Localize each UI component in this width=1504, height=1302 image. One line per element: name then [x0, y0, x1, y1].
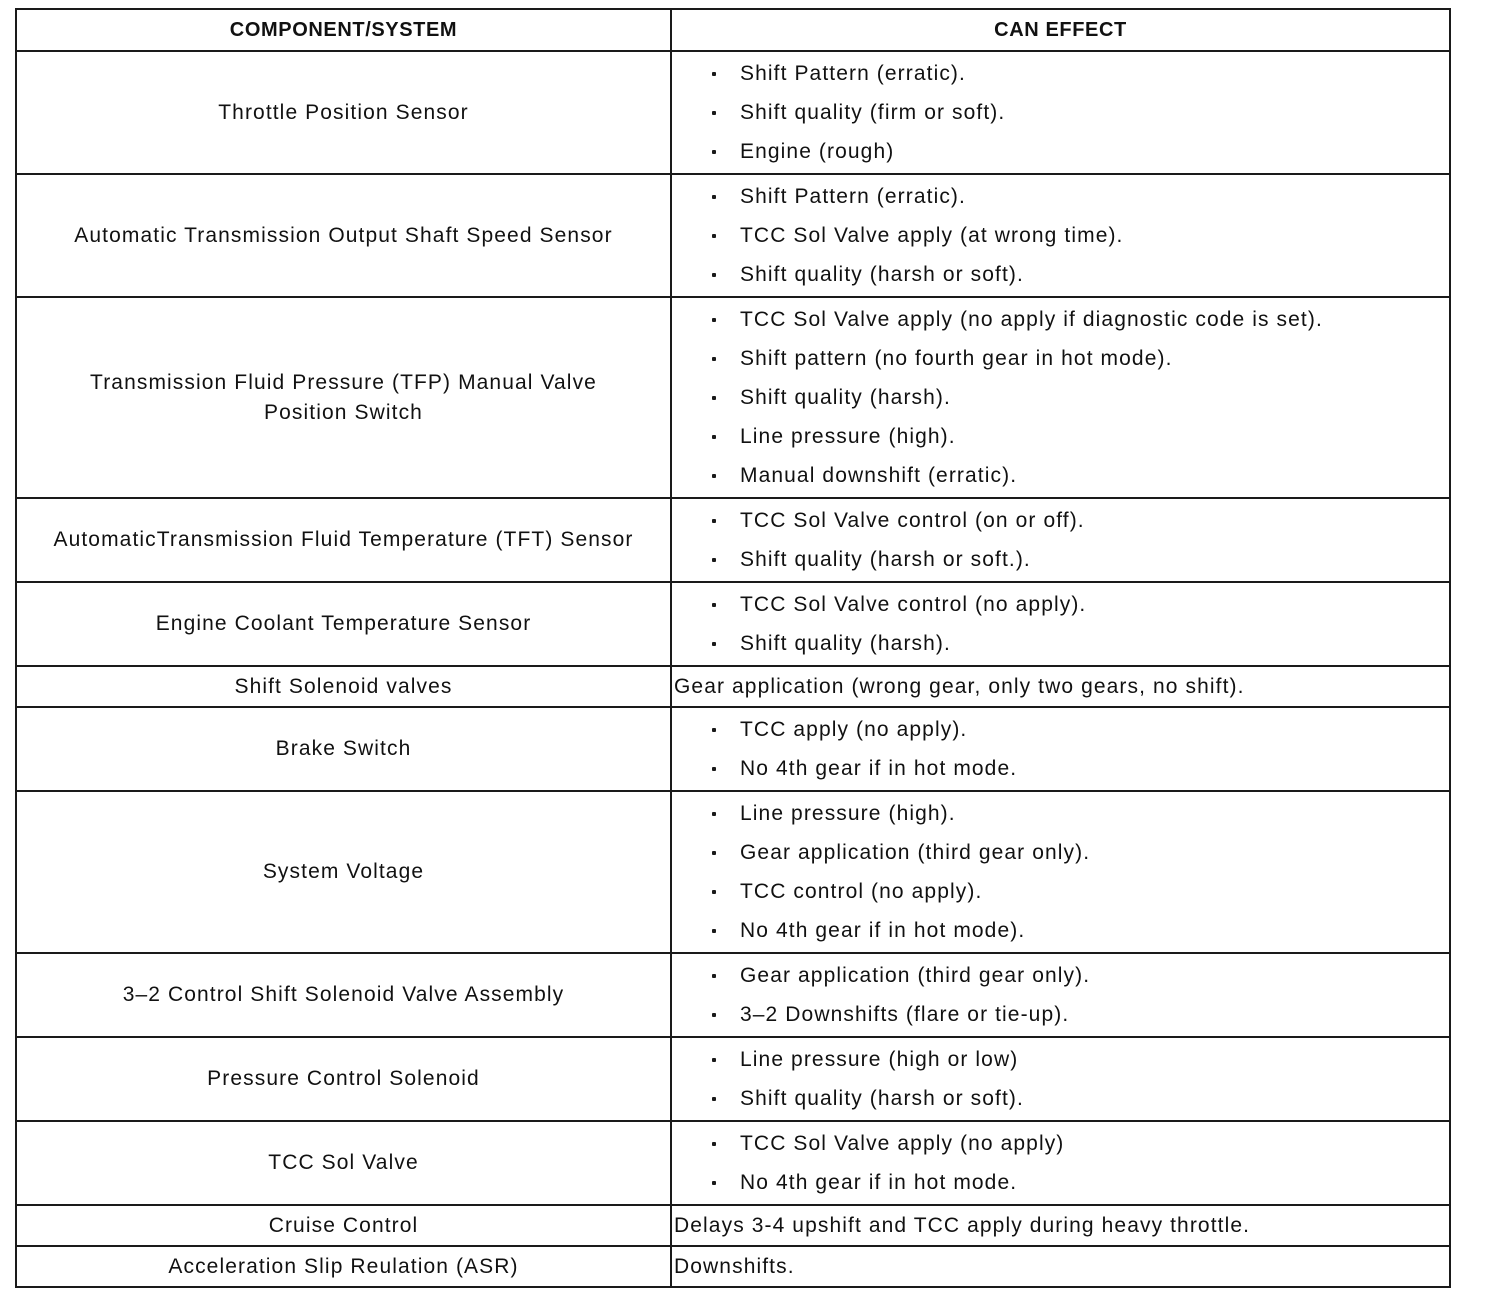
list-item	[672, 255, 1449, 294]
component-cell	[16, 297, 671, 498]
effect-list	[672, 298, 1449, 497]
bullet-icon	[712, 974, 716, 978]
effect-text: TCC Sol Valve control (no apply).	[740, 593, 1087, 616]
list-item	[672, 417, 1449, 456]
effect-cell	[671, 1037, 1450, 1121]
effect-cell	[671, 953, 1450, 1037]
bullet-icon	[712, 318, 716, 322]
bullet-icon	[712, 111, 716, 115]
effect-text: Downshifts.	[674, 1255, 795, 1278]
table-row	[16, 1037, 1450, 1121]
list-item	[672, 93, 1449, 132]
component-line: Transmission Fluid Pressure (TFP) Manual Valve	[90, 370, 597, 394]
bullet-icon	[712, 558, 716, 562]
table-row	[16, 791, 1450, 953]
effect-text: Shift quality (harsh or soft).	[740, 263, 1024, 286]
component-cell: Shift Solenoid valves	[16, 666, 671, 707]
bullet-icon	[712, 812, 716, 816]
effect-text: Delays 3-4 upshift and TCC apply during heavy throttle.	[674, 1214, 1251, 1237]
list-item	[672, 872, 1449, 911]
table-row	[16, 297, 1450, 498]
effect-text: Line pressure (high).	[740, 425, 956, 448]
table-row	[16, 707, 1450, 791]
effect-list	[672, 954, 1449, 1036]
effect-text: Shift pattern (no fourth gear in hot mode).	[740, 347, 1173, 370]
list-item	[672, 624, 1449, 663]
effect-text: TCC control (no apply).	[740, 880, 983, 903]
effect-text: Line pressure (high or low)	[740, 1048, 1019, 1071]
table-row	[16, 666, 1450, 707]
component-effect-table	[15, 8, 1451, 1288]
effect-text: Line pressure (high).	[740, 802, 956, 825]
list-item	[672, 956, 1449, 995]
component-cell: Automatic Transmission Output Shaft Speed Sensor	[16, 174, 671, 297]
bullet-icon	[712, 929, 716, 933]
effect-text: Manual downshift (erratic).	[740, 464, 1018, 487]
table-row	[16, 1205, 1450, 1246]
list-item	[672, 300, 1449, 339]
bullet-icon	[712, 1097, 716, 1101]
bullet-icon	[712, 728, 716, 732]
bullet-icon	[712, 273, 716, 277]
list-item	[672, 339, 1449, 378]
component-cell: TCC Sol Valve	[16, 1121, 671, 1205]
table-row	[16, 51, 1450, 174]
list-item	[672, 216, 1449, 255]
effect-cell	[671, 582, 1450, 666]
effect-text: TCC Sol Valve apply (no apply if diagnostic code is set).	[740, 308, 1323, 331]
bullet-icon	[712, 890, 716, 894]
component-cell: Engine Coolant Temperature Sensor	[16, 582, 671, 666]
list-item	[672, 995, 1449, 1034]
list-item	[672, 794, 1449, 833]
effect-cell	[671, 1205, 1450, 1246]
bullet-icon	[712, 474, 716, 478]
effect-list	[672, 52, 1449, 173]
component-cell: Brake Switch	[16, 707, 671, 791]
effect-text: Shift quality (harsh or soft.).	[740, 548, 1031, 571]
component-cell: Acceleration Slip Reulation (ASR)	[16, 1246, 671, 1287]
effect-text: Shift Pattern (erratic).	[740, 185, 966, 208]
list-item	[672, 177, 1449, 216]
effect-list	[672, 792, 1449, 952]
table-row	[16, 1246, 1450, 1287]
bullet-icon	[712, 851, 716, 855]
effect-text: Shift quality (harsh).	[740, 632, 951, 655]
component-column-header: COMPONENT/SYSTEM	[16, 9, 671, 51]
effect-cell	[671, 1121, 1450, 1205]
table-row	[16, 174, 1450, 297]
effect-cell	[671, 174, 1450, 297]
component-line: Position Switch	[264, 400, 423, 424]
component-cell: System Voltage	[16, 791, 671, 953]
effect-list	[672, 499, 1449, 581]
effect-column-header: CAN EFFECT	[671, 9, 1450, 51]
component-cell: Pressure Control Solenoid	[16, 1037, 671, 1121]
bullet-icon	[712, 396, 716, 400]
effect-text: Shift quality (harsh).	[740, 386, 951, 409]
table-row	[16, 498, 1450, 582]
effect-text: 3–2 Downshifts (flare or tie-up).	[740, 1003, 1070, 1026]
effect-text: TCC Sol Valve control (on or off).	[740, 509, 1085, 532]
effect-cell	[671, 707, 1450, 791]
effect-list	[672, 708, 1449, 790]
list-item	[672, 833, 1449, 872]
bullet-icon	[712, 1142, 716, 1146]
component-cell: Throttle Position Sensor	[16, 51, 671, 174]
bullet-icon	[712, 435, 716, 439]
effect-text: Shift quality (firm or soft).	[740, 101, 1006, 124]
effect-cell	[671, 498, 1450, 582]
effect-text: No 4th gear if in hot mode.	[740, 757, 1018, 780]
list-item	[672, 1124, 1449, 1163]
bullet-icon	[712, 767, 716, 771]
component-cell: Cruise Control	[16, 1205, 671, 1246]
list-item	[672, 1040, 1449, 1079]
table-row	[16, 1121, 1450, 1205]
effect-cell	[671, 666, 1450, 707]
effect-list	[672, 175, 1449, 296]
bullet-icon	[712, 519, 716, 523]
list-item	[672, 540, 1449, 579]
effect-cell	[671, 51, 1450, 174]
bullet-icon	[712, 642, 716, 646]
list-item	[672, 1079, 1449, 1118]
list-item	[672, 132, 1449, 171]
effect-list	[672, 583, 1449, 665]
header-row	[16, 9, 1450, 51]
list-item	[672, 501, 1449, 540]
bullet-icon	[712, 195, 716, 199]
bullet-icon	[712, 150, 716, 154]
effect-text: Gear application (wrong gear, only two gears, no shift).	[674, 675, 1245, 698]
effect-text: TCC apply (no apply).	[740, 718, 968, 741]
bullet-icon	[712, 357, 716, 361]
effect-text: Gear application (third gear only).	[740, 841, 1091, 864]
list-item	[672, 54, 1449, 93]
list-item	[672, 378, 1449, 417]
effect-cell	[671, 791, 1450, 953]
table-row	[16, 953, 1450, 1037]
effect-text: No 4th gear if in hot mode.	[740, 1171, 1018, 1194]
effect-text: Shift Pattern (erratic).	[740, 62, 966, 85]
effect-text: No 4th gear if in hot mode).	[740, 919, 1026, 942]
bullet-icon	[712, 72, 716, 76]
bullet-icon	[712, 1181, 716, 1185]
effect-text: Engine (rough)	[740, 140, 895, 163]
bullet-icon	[712, 1058, 716, 1062]
component-cell: AutomaticTransmission Fluid Temperature (TFT) Sensor	[16, 498, 671, 582]
effect-list	[672, 1038, 1449, 1120]
list-item	[672, 1163, 1449, 1202]
effect-text: Shift quality (harsh or soft).	[740, 1087, 1024, 1110]
effect-cell	[671, 1246, 1450, 1287]
effect-text: TCC Sol Valve apply (at wrong time).	[740, 224, 1124, 247]
effect-text: Gear application (third gear only).	[740, 964, 1091, 987]
list-item	[672, 456, 1449, 495]
bullet-icon	[712, 1013, 716, 1017]
list-item	[672, 749, 1449, 788]
list-item	[672, 585, 1449, 624]
table-row	[16, 582, 1450, 666]
component-cell: 3–2 Control Shift Solenoid Valve Assembly	[16, 953, 671, 1037]
bullet-icon	[712, 603, 716, 607]
effect-cell	[671, 297, 1450, 498]
effect-text: TCC Sol Valve apply (no apply)	[740, 1132, 1065, 1155]
bullet-icon	[712, 234, 716, 238]
list-item	[672, 911, 1449, 950]
list-item	[672, 710, 1449, 749]
effect-list	[672, 1122, 1449, 1204]
